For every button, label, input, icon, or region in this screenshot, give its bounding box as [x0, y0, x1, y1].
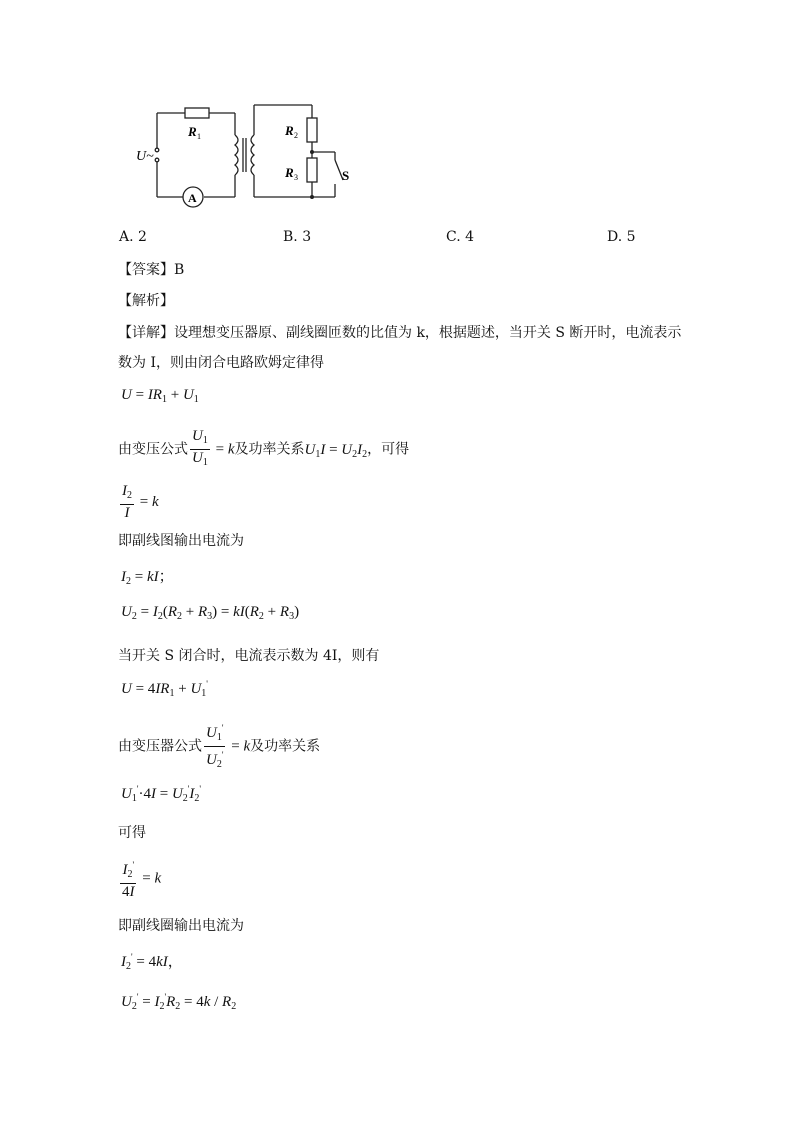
r1-label: R — [188, 124, 197, 139]
detail-line-2: 数为 I，则由闭合电路欧姆定律得 — [118, 355, 324, 371]
secondary-current-text-2: 即副线圈输出电流为 — [118, 918, 244, 934]
detail-text-1: 设理想变压器原、副线圈匝数的比值为 k，根据题述，当开关 S 断开时，电流表示 — [174, 325, 682, 341]
answer-tag: 【答案】 — [118, 262, 174, 278]
r3-sub: 3 — [294, 173, 298, 182]
eq-5: $U_2 = I_2(R_2 + R_3) = kI(R_2 + R_3)$ — [121, 604, 300, 622]
option-a: A. 2 — [119, 229, 147, 245]
eq-9: $\frac{I_2'}{4I}$ = k — [118, 857, 161, 901]
r3-label: R — [285, 165, 294, 180]
eq-3: $\frac{I_2}{I}$ = k — [122, 483, 159, 521]
eq-7-line: 由变压器公式 $\frac{U_1'}{U_2'}$ = k及功率关系 — [118, 720, 320, 773]
eq-2-line: 由变压公式 $\frac{U_1}{U_1}$ = k及功率关系$U_1I = U_2I_2$，可得 — [118, 428, 410, 468]
detail-tag: 【详解】 — [118, 325, 174, 341]
eq-8: $U_1'\cdot 4I = U_2'I_2'$ — [121, 784, 202, 804]
answer-line — [118, 259, 184, 279]
answer-value: B — [174, 262, 185, 278]
switch-closed-text: 当开关 S 闭合时，电流表示数为 4I，则有 — [118, 648, 380, 664]
eq-4: $I_2$ = kI； — [121, 569, 174, 587]
eq-11: $U_2' = I_2'R_2 = 4k / R_2$ — [121, 992, 237, 1012]
r2-sub: 2 — [294, 131, 298, 140]
option-c: C. 4 — [446, 229, 475, 245]
option-b: B. 3 — [283, 229, 312, 245]
source-label: U~ — [136, 149, 154, 164]
option-d: D. 5 — [607, 229, 636, 245]
r2-label: R — [285, 123, 294, 138]
circuit-diagram — [130, 100, 360, 215]
ammeter-label: A — [188, 191, 197, 205]
detail-line-1 — [118, 322, 681, 342]
r1-sub: 1 — [197, 132, 201, 141]
eq-6: $U = 4IR_1 + U_1'$ — [121, 679, 208, 699]
eq-10: $I_2' = 4kI$， — [121, 952, 183, 972]
secondary-current-text: 即副线图输出电流为 — [118, 533, 244, 549]
can-get-text: 可得 — [118, 825, 146, 841]
switch-label: S — [342, 168, 350, 183]
eq-1: $U = IR_1 + U_1$ — [121, 387, 199, 405]
analysis-tag: 【解析】 — [118, 293, 174, 309]
